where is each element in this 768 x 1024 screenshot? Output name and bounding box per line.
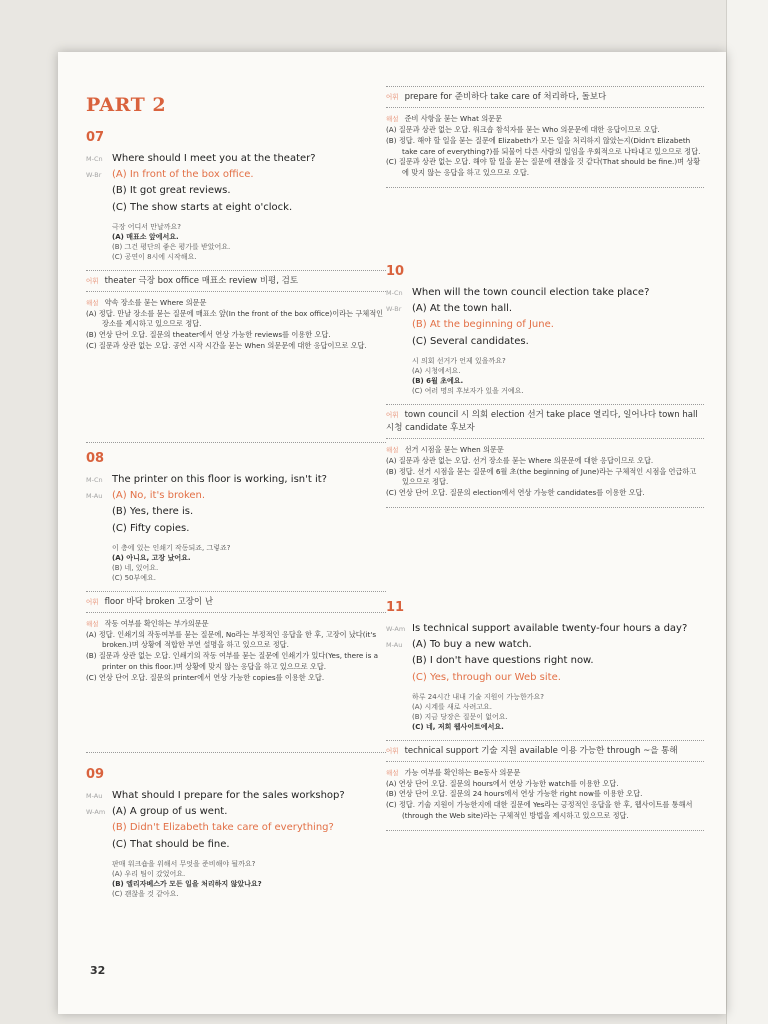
explanation-item: (B) 정답. 해야 할 일을 묻는 질문에 Elizabeth가 모든 일을 처리하지 않았는지(Didn't Elizabeth take care of everything?)를 되물어 다른 사람의 일임을 우회적으로 나타내고 있으므로 정답. [386, 135, 701, 156]
answer-option-correct: (C) Yes, through our Web site. [412, 671, 561, 683]
textbook-page [58, 52, 726, 1014]
explanation: 해설 가능 여부를 확인하는 Be동사 의문문 (A) 연상 단어 오답. 질문의 hours에서 연상 가능한 watch를 이용한 오답. (B) 연상 단어 오답. 질문의 24 hours에서 연상 가능한 right now를 이용한 오답. (C) 정답. 기술 지원이 가능한지에 대한 질문에 Yes라는 긍정적인 응답을 한 후, 웹사이트를 통해서(through the Web site)라는 구체적인 방법을 제시하고 있으므로 정답. [386, 768, 704, 822]
question-text: The printer on this floor is working, isn't it? [112, 474, 327, 485]
speaker-tag: W-Am [86, 807, 106, 816]
answer-option: (B) It got great reviews. [112, 185, 231, 196]
explanation-item: (B) 질문과 상관 없는 오답. 인쇄기의 작동 여부를 묻는 질문에 인쇄기가 있다(Yes, there is a printer on this floor.)며 상황에 맞지 않는 응답을 하고 있으므로 오답. [86, 651, 379, 671]
question-07 [86, 130, 386, 352]
korean-option-correct: (B) 6월 초에요. [412, 377, 464, 386]
page-number: 32 [90, 964, 106, 977]
explanation-item: (C) 연상 단어 오답. 질문의 printer에서 연상 가능한 copies를 이용한 오답. [86, 672, 325, 682]
question-number: 08 [86, 451, 105, 466]
explanation-item: (A) 질문과 상관 없는 오답. 워크숍 참석자를 묻는 Who 의문문에 대한 응답이므로 오답. [386, 124, 660, 134]
answer-option: (B) I don't have questions right now. [412, 655, 594, 666]
divider [386, 404, 704, 405]
korean-option-correct: (A) 아니요, 고장 났어요. [112, 554, 191, 563]
divider [386, 86, 704, 87]
korean-question: 극장 어디서 만날까요? [112, 223, 182, 231]
explanation-item: (C) 질문과 상관 없는 오답. 해야 할 일을 묻는 질문에 괜찮을 것 같다(That should be fine.)며 상황에 맞지 않는 응답을 하고 있으므로 오답. [386, 157, 701, 178]
divider [386, 830, 704, 831]
question-10 [386, 264, 704, 508]
korean-option-correct: (B) 엘리자베스가 모든 일을 처리하지 않았나요? [112, 880, 262, 889]
speaker-tag: W-Am [386, 625, 406, 633]
vocab-line: 어휘 theater 극장 box office 매표소 review 비평, 검토 [86, 275, 299, 286]
divider [386, 187, 704, 188]
korean-question: 이 층에 있는 인쇄기 작동되죠, 그렇죠? [112, 544, 231, 552]
question-text: Is technical support available twenty-four hours a day? [412, 623, 688, 634]
divider [386, 438, 704, 439]
korean-option-correct: (A) 매표소 앞에서요. [112, 233, 179, 242]
answer-option: (C) Fifty copies. [112, 522, 190, 534]
speaker-tag: M-Cn [86, 155, 103, 163]
divider [86, 612, 386, 613]
korean-option: (C) 여러 명의 후보자가 있을 거예요. [412, 387, 524, 396]
question-text: Where should I meet you at the theater? [112, 153, 316, 164]
vocab-line: 어휘 technical support 기술 지원 available 이용 가능한 through ~을 통해 [386, 745, 678, 756]
explanation-item: (A) 정답. 인쇄기의 작동여부를 묻는 질문에, No라는 부정적인 응답을 한 후, 고장이 났다(it's broken.)며 상황에 적합한 부연 설명을 하고 있으므로 정답. [86, 629, 377, 650]
vocab-line: 어휘 floor 바닥 broken 고장이 난 [86, 596, 214, 607]
answer-option: (A) To buy a new watch. [412, 638, 532, 650]
vocab-line: 어휘 town council 시 의회 election 선거 take place 열리다, 일어나다 town hall 시청 candidate 후보자 [386, 409, 698, 433]
answer-option: (C) Several candidates. [412, 335, 529, 347]
answer-option: (A) At the town hall. [412, 302, 513, 314]
answer-option: (C) The show starts at eight o'clock. [112, 201, 293, 213]
speaker-tag: M-Au [86, 491, 103, 500]
question-text: When will the town council election take place? [412, 287, 650, 298]
divider [86, 752, 386, 753]
korean-question: 시 의회 선거가 언제 있을까요? [412, 357, 506, 365]
korean-option: (B) 그건 평단의 좋은 평가를 받았어요. [112, 243, 231, 252]
explanation-item: (A) 정답. 만날 장소를 묻는 질문에 매표소 앞(In the front of the box office)이라는 구체적인 장소를 제시하고 있으므로 정답. [86, 308, 384, 329]
explanation: 해설 준비 사항을 묻는 What 의문문 (A) 질문과 상관 없는 오답. 워크숍 참석자를 묻는 Who 의문문에 대한 응답이므로 오답. (B) 정답. 해야 할 일을 묻는 질문에 Elizabeth가 모든 일을 처리하지 않았는지(Didn't Elizabeth take care of everything?)를 되물어 다른 사람의 일임을 우회적으로 나타내고 있으므로 정답. (C) 질문과 상관 없는 오답. 해야 할 일을 묻는 질문에 괜찮을 것 같다(That should be fine.)며 상황에 맞지 않는 응답을 하고 있으므로 오답. [386, 114, 704, 179]
explanation-item: (B) 연상 단어 오답. 질문의 24 hours에서 연상 가능한 right now를 이용한 오답. [386, 789, 643, 799]
korean-question: 판매 워크숍을 위해서 무엇을 준비해야 될까요? [112, 860, 256, 868]
part-title: PART 2 [86, 94, 167, 116]
answer-option: (A) A group of us went. [112, 805, 228, 817]
korean-option: (A) 우리 팀이 갔었어요. [112, 870, 186, 879]
speaker-tag: M-Cn [386, 289, 403, 297]
explanation: 해설 약속 장소를 묻는 Where 의문문 (A) 정답. 만날 장소를 묻는 질문에 매표소 앞(In the front of the box office)이라는 구체적인 장소를 제시하고 있으므로 정답. (B) 연상 단어 오답. 질문의 theater에서 연상 가능한 reviews를 이용한 오답. (C) 질문과 상관 없는 오답. 공연 시작 시간을 묻는 When 의문문에 대한 응답이므로 오답. [86, 298, 386, 352]
korean-option: (C) 괜찮을 것 같아요. [112, 890, 179, 899]
korean-question: 하루 24시간 내내 기술 지원이 가능한가요? [412, 693, 544, 701]
korean-option: (B) 지금 당장은 질문이 없어요. [412, 713, 508, 722]
answer-option-correct: (A) In front of the box office. [112, 168, 254, 180]
explanation: 해설 선거 시점을 묻는 When 의문문 (A) 질문과 상관 없는 오답. 선거 장소를 묻는 Where 의문문에 대한 응답이므로 오답. (B) 정답. 선거 시점을 묻는 질문에 6월 초(the beginning of June)라는 구체적인 시점을 언급하고 있으므로 정답. (C) 연상 단어 오답. 질문의 election에서 연상 가능한 candidates를 이용한 오답. [386, 445, 704, 499]
korean-option: (C) 공연이 8시에 시작해요. [112, 253, 197, 262]
answer-option-correct: (A) No, it's broken. [112, 489, 206, 501]
explanation-item: (C) 정답. 기술 지원이 가능한지에 대한 질문에 Yes라는 긍정적인 응답을 한 후, 웹사이트를 통해서(through the Web site)라는 구체적인 방법을 제시하고 있으므로 정답. [386, 800, 693, 820]
question-number: 11 [386, 600, 405, 615]
korean-option: (C) 50부예요. [112, 574, 156, 583]
divider [86, 442, 386, 443]
speaker-tag: M-Au [86, 792, 103, 800]
korean-option: (A) 시청에서요. [412, 367, 461, 376]
speaker-tag: W-Br [386, 304, 402, 313]
divider [86, 270, 386, 271]
question-08 [86, 442, 386, 684]
divider [86, 591, 386, 592]
answer-option: (B) Yes, there is. [112, 506, 194, 517]
book-spine [726, 0, 768, 1024]
question-09-notes [386, 86, 704, 188]
question-number: 10 [386, 264, 405, 279]
vocab-line: 어휘 prepare for 준비하다 take care of 처리하다, 돌보다 [386, 92, 607, 102]
divider [386, 761, 704, 762]
question-number: 07 [86, 130, 105, 145]
divider [386, 507, 704, 508]
explanation-item: (A) 질문과 상관 없는 오답. 선거 장소를 묻는 Where 의문문에 대한 응답이므로 오답. [386, 455, 654, 465]
question-text: What should I prepare for the sales workshop? [112, 790, 345, 801]
divider [386, 107, 704, 108]
question-11 [386, 600, 704, 831]
explanation-item: (C) 연상 단어 오답. 질문의 election에서 연상 가능한 candidates를 이용한 오답. [386, 488, 645, 498]
answer-option-correct: (B) Didn't Elizabeth take care of everything? [112, 822, 334, 833]
answer-option-correct: (B) At the beginning of June. [412, 319, 554, 330]
explanation-item: (B) 연상 단어 오답. 질문의 theater에서 연상 가능한 reviews를 이용한 오답. [86, 330, 331, 340]
explanation: 해설 작동 여부를 확인하는 부가의문문 (A) 정답. 인쇄기의 작동여부를 묻는 질문에, No라는 부정적인 응답을 한 후, 고장이 났다(it's broken.)며 상황에 적합한 부연 설명을 하고 있으므로 정답. (B) 질문과 상관 없는 오답. 인쇄기의 작동 여부를 묻는 질문에 인쇄기가 있다(Yes, there is a printer on this floor.)며 상황에 맞지 않는 응답을 하고 있으므로 오답. (C) 연상 단어 오답. 질문의 printer에서 연상 가능한 copies를 이용한 오답. [86, 619, 386, 684]
answer-option: (C) That should be fine. [112, 838, 230, 850]
korean-option: (A) 시계를 새로 사려고요. [412, 703, 493, 712]
korean-option-correct: (C) 네, 저희 웹사이트에서요. [412, 723, 504, 732]
explanation-item: (B) 정답. 선거 시점을 묻는 질문에 6월 초(the beginning of June)라는 구체적인 시점을 언급하고 있으므로 정답. [386, 466, 697, 487]
speaker-tag: M-Cn [86, 476, 103, 484]
speaker-tag: M-Au [386, 640, 403, 649]
question-number: 09 [86, 767, 105, 782]
divider [386, 740, 704, 741]
korean-option: (B) 네, 있어요. [112, 564, 159, 573]
explanation-item: (A) 연상 단어 오답. 질문의 hours에서 연상 가능한 watch를 이용한 오답. [386, 778, 619, 788]
speaker-tag: W-Br [86, 170, 102, 179]
explanation-item: (C) 질문과 상관 없는 오답. 공연 시작 시간을 묻는 When 의문문에 대한 응답이므로 오답. [86, 340, 367, 350]
question-09 [86, 752, 386, 900]
divider [86, 291, 386, 292]
